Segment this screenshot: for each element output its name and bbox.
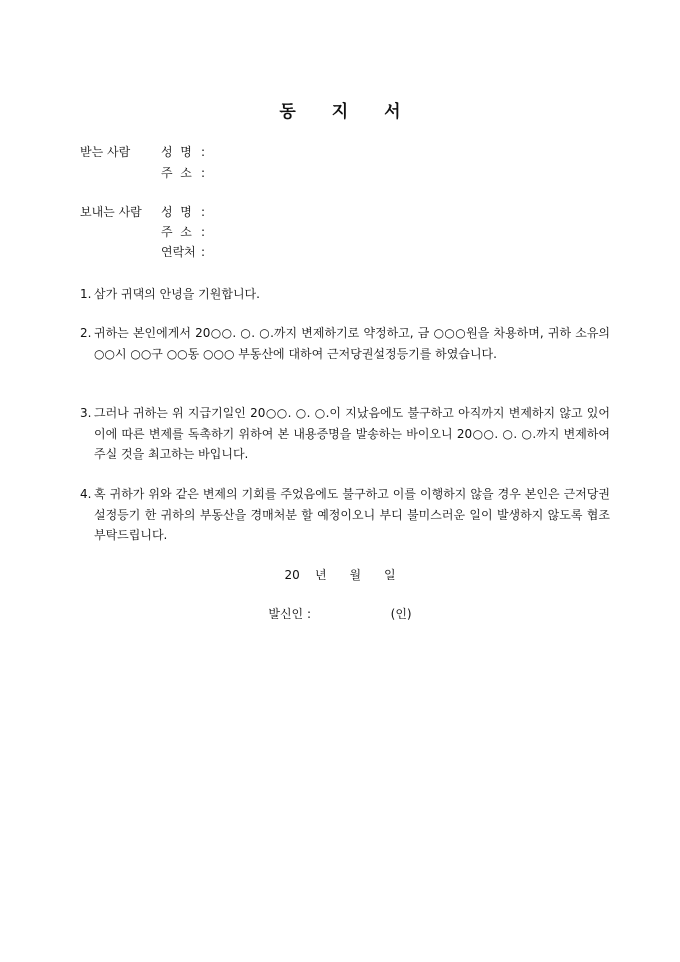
- paragraph: [80, 403, 610, 465]
- paragraph-text: 그러나 귀하는 위 지급기일인 20○○. ○. ○.이 지났음에도 불구하고 아직까지 변제하지 않고 있어 이에 따른 변제를 독촉하기 위하여 본 내용증명을 발송하는 바이오니 20○○. ○. ○.까지 변제하여 주실 것을 최고하는 바입니다.: [94, 406, 610, 461]
- field-sep: :: [201, 145, 206, 159]
- field-key: 성 명: [161, 205, 192, 219]
- paragraph: [80, 484, 610, 546]
- receiver-name-field: [161, 143, 209, 160]
- paragraph-number: 2.: [80, 326, 92, 340]
- paragraph: [80, 323, 610, 364]
- field-key: 성 명: [161, 145, 192, 159]
- sender-address-field: [161, 223, 209, 240]
- receiver-label: 받는 사람: [80, 145, 131, 159]
- paragraph-text: 삼가 귀댁의 안녕을 기원합니다.: [94, 287, 260, 301]
- date-line: 20 년 월 일: [284, 568, 396, 582]
- paragraph-number: 1.: [80, 287, 92, 301]
- field-key: 주 소: [161, 225, 192, 239]
- signature-line: [0, 605, 680, 622]
- paragraph-text: 혹 귀하가 위와 같은 변제의 기회를 주었음에도 불구하고 이를 이행하지 않을 경우 본인은 근저당권설정등기 한 귀하의 부동산을 경매처분 할 예정이오니 부디 불미스러운 일이 발생하지 않도록 협조 부탁드립니다.: [94, 487, 610, 542]
- sender-label: 보내는 사람: [80, 205, 142, 219]
- sender-name-field: [161, 203, 209, 220]
- field-key: 주 소: [161, 166, 192, 180]
- paragraph-number: 4.: [80, 487, 92, 501]
- receiver-address-field: [161, 164, 209, 181]
- field-sep: :: [201, 245, 206, 259]
- sender-contact-field: [161, 243, 209, 260]
- field-sep: :: [201, 166, 206, 180]
- signature-label: 발신인 :: [268, 607, 311, 621]
- title-char: 서: [384, 102, 401, 122]
- paragraph-text: 귀하는 본인에게서 20○○. ○. ○.까지 변제하기로 약정하고, 금 ○○○원을 차용하며, 귀하 소유의 ○○시 ○○구 ○○동 ○○○ 부동산에 대하여 근저당권설정등기를 하였습니다.: [94, 326, 610, 361]
- paragraph-number: 3.: [80, 406, 92, 420]
- document-title: [0, 97, 680, 122]
- paragraph: [80, 284, 610, 305]
- title-char: 지: [331, 102, 349, 122]
- title-char: 동: [279, 102, 296, 122]
- field-sep: :: [201, 205, 206, 219]
- field-sep: :: [201, 225, 206, 239]
- field-key: 연락처: [161, 245, 196, 259]
- seal-mark: (인): [390, 607, 412, 621]
